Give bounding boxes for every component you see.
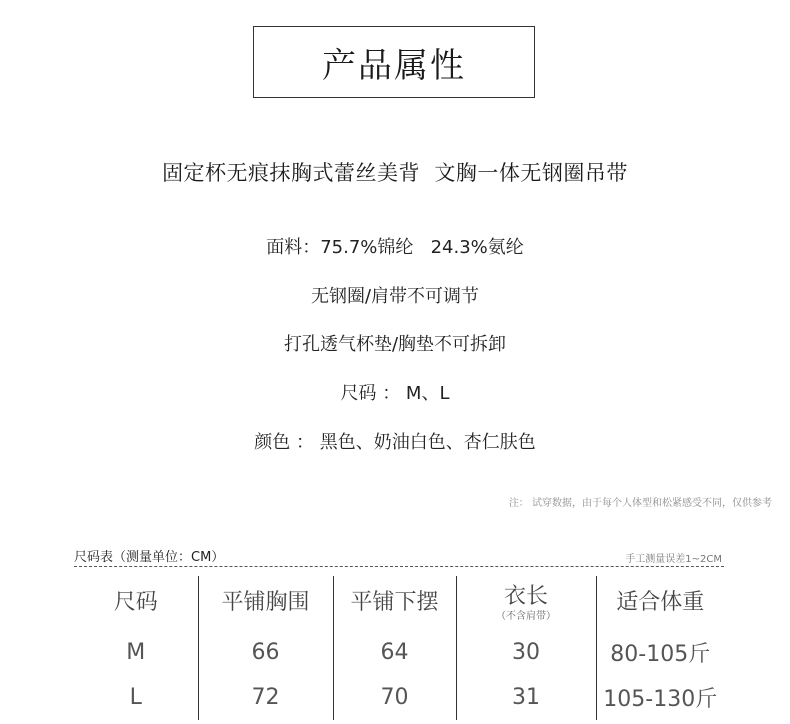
measurement-error-note: 手工测量误差1~2CM bbox=[625, 554, 722, 565]
table-row bbox=[74, 675, 724, 720]
table-cell: 70 bbox=[333, 675, 456, 720]
fit-note: 注： 试穿数据，由于每个人体型和松紧感受不同，仅供参考 bbox=[508, 498, 772, 509]
attribute-wire-strap: 无钢圈/肩带不可调节 bbox=[310, 286, 480, 307]
header-length: 衣长 （不含肩带） bbox=[456, 576, 596, 630]
header-hem: 平铺下摆 bbox=[333, 576, 456, 630]
table-row bbox=[74, 630, 724, 675]
table-cell: 105-130斤 bbox=[596, 675, 724, 720]
attribute-size: 尺码 ： M、L bbox=[340, 383, 450, 404]
attribute-fabric: 面料：75.7%锦纶 24.3%氨纶 bbox=[266, 237, 524, 258]
size-table bbox=[74, 576, 724, 720]
header-size: 尺码 bbox=[113, 590, 158, 615]
table-cell: 64 bbox=[333, 630, 456, 675]
table-cell: 31 bbox=[456, 675, 596, 720]
table-cell: 80-105斤 bbox=[596, 630, 724, 675]
header-weight: 适合体重 bbox=[596, 576, 724, 630]
table-cell: 66 bbox=[198, 630, 333, 675]
size-table-header-row bbox=[74, 576, 724, 630]
header-bust: 平铺胸围 bbox=[198, 576, 333, 630]
dashed-divider bbox=[74, 566, 724, 567]
table-cell: 72 bbox=[198, 675, 333, 720]
table-cell: M bbox=[126, 640, 146, 665]
header-length-sub: （不含肩带） bbox=[496, 610, 556, 622]
table-cell: 30 bbox=[456, 630, 596, 675]
title-box bbox=[253, 26, 535, 98]
product-name: 固定杯无痕抹胸式蕾丝美背 文胸一体无钢圈吊带 bbox=[162, 161, 628, 185]
attribute-pad: 打孔透气杯垫/胸垫不可拆卸 bbox=[283, 334, 507, 355]
page-title: 产品属性 bbox=[322, 45, 466, 86]
size-table-caption: 尺码表（测量单位：CM） bbox=[74, 550, 225, 565]
attribute-color: 颜色 ： 黑色、奶油白色、杏仁肤色 bbox=[254, 432, 536, 453]
table-cell: L bbox=[129, 685, 142, 710]
